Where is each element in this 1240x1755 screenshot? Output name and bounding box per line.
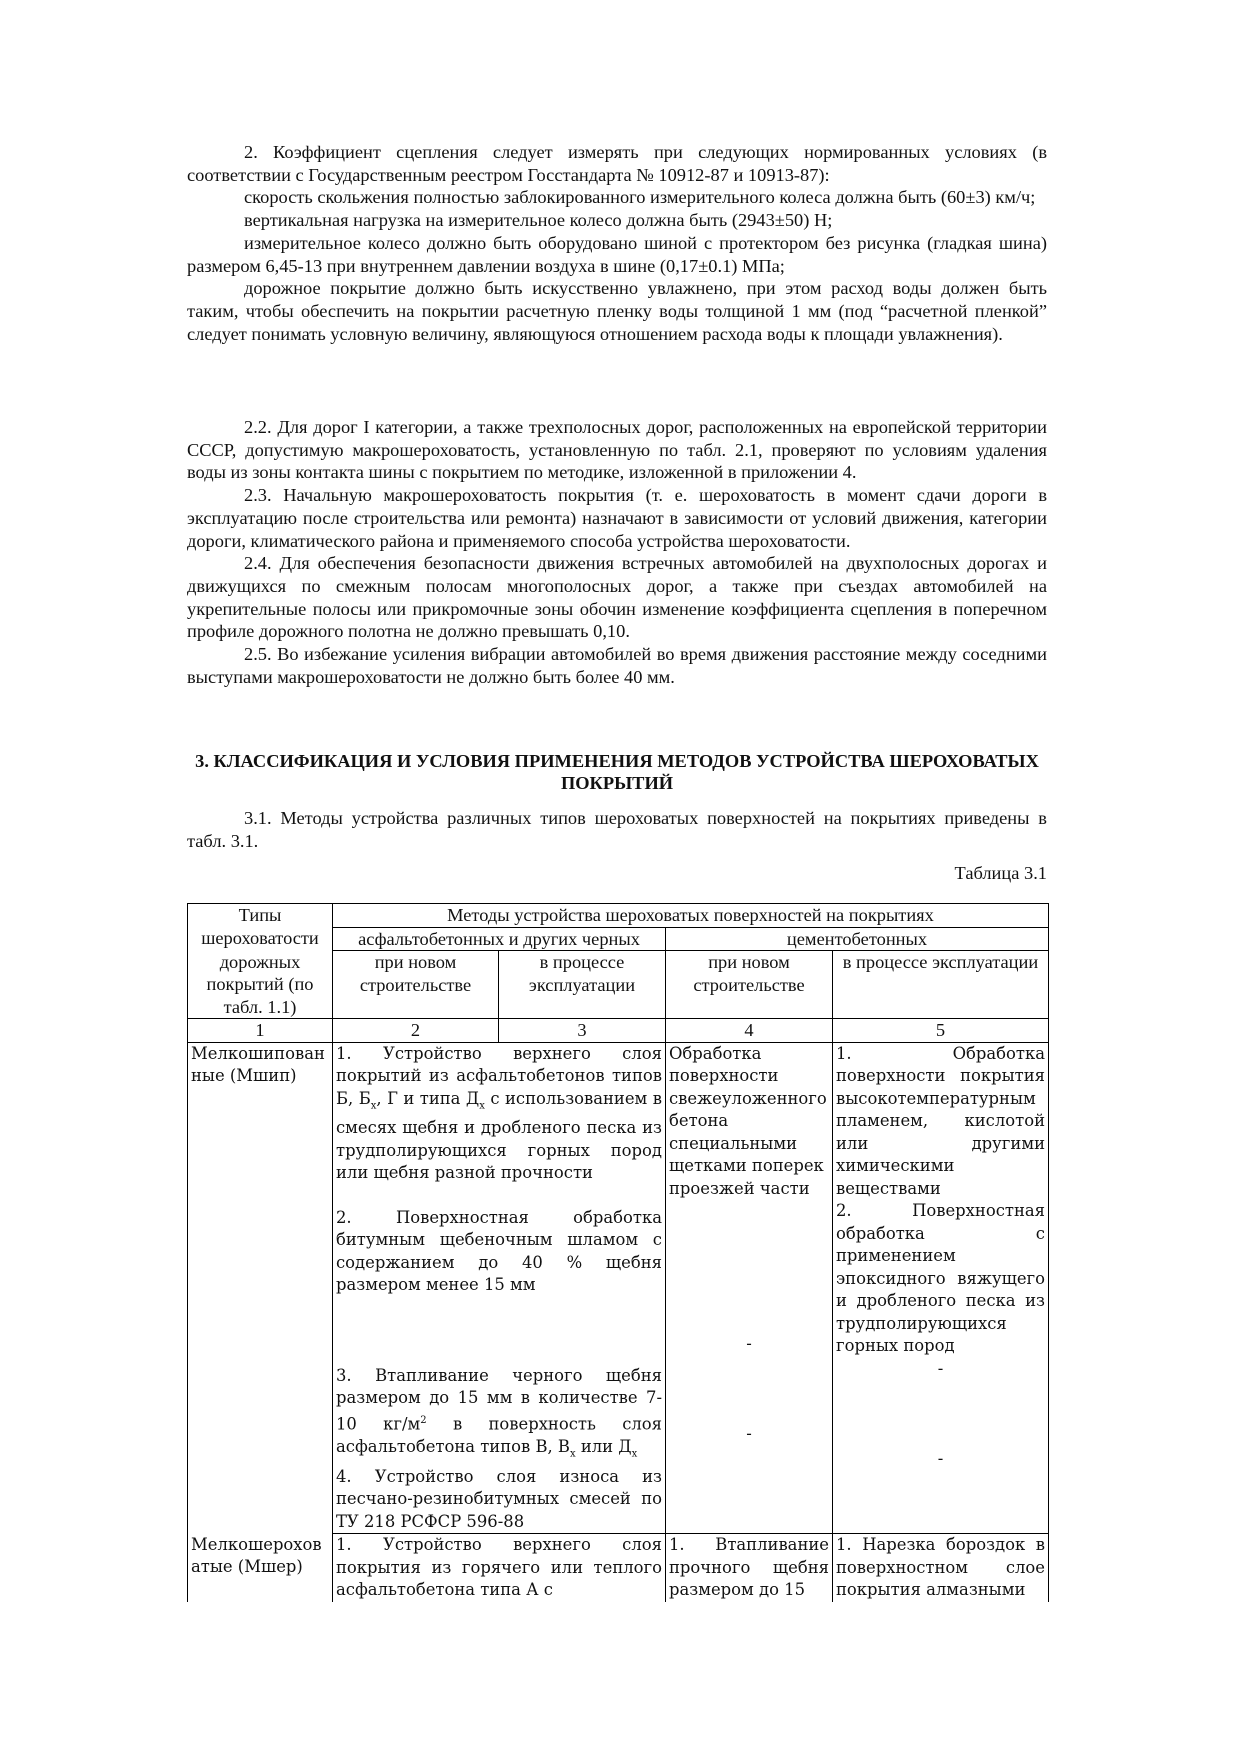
section-heading: 3. КЛАССИФИКАЦИЯ И УСЛОВИЯ ПРИМЕНЕНИЯ МЕТОДОВ УСТРОЙСТВА ШЕРОХОВАТЫХ ПОКРЫТИЙ [195, 751, 1039, 793]
text: 1. Устройство верхнего слоя покрытий из асфальтобетонов типов [336, 1043, 662, 1085]
paragraph-2-4: 2.4. Для обеспечения безопасности движения встречных автомобилей на двухполосных дорогах и движущихся по смежным полосам многополосных дорог, а также при съездах автомобилей на укрепительные полосы или прикромочные зоны обочин изменение коэффициента сцепления в поперечном профиле дорожного полотна не должно превышать 0,10. [187, 553, 1047, 642]
text: в поверхность слоя асфальтобетона типов В, В [336, 1414, 662, 1456]
text: 3. Втапливание черного щебня размером до 15 мм в количестве 7-10 кг/м [336, 1365, 662, 1434]
table-row-msher [188, 1534, 1049, 1602]
paragraph: 2. Коэффициент сцепления следует измерять при следующих нормированных условиях (в соответствии с Государственным реестром Госстандарта № 10912-87 и 10913-87): [187, 142, 1047, 185]
table-header-row-1 [188, 904, 1049, 928]
mship-asphalt-item-2: 2. Поверхностная обработка битумным щебеночным шламом с содержанием до 40 % щебня размером менее 15 мм [336, 1207, 662, 1295]
paragraph-3-1-block [187, 807, 1047, 852]
paragraph-2-5: 2.5. Во избежание усиления вибрации автомобилей во время движения расстояние между соседними выступами макрошероховатости не должно быть более 40 мм. [187, 644, 1047, 687]
paragraph: скорость скольжения полностью заблокированного измерительного колеса должна быть (60±3) км/ч; [244, 187, 1036, 208]
mship-cement-op-item-2: 2. Поверхностная обработка с применением эпоксидного вяжущего и дробленого песка из трудполирующихся горных пород [836, 1201, 1045, 1355]
spacer [336, 1185, 662, 1207]
header-types-l1: Типы [188, 904, 333, 928]
column-numbers-row [188, 1019, 1049, 1043]
text: Б, Б [336, 1088, 371, 1108]
column-number: 4 [666, 1019, 833, 1043]
mship-asphalt-methods [333, 1042, 666, 1534]
paragraph-2-3: 2.3. Начальную макрошероховатость покрытия (т. е. шероховатость в момент сдачи дороги в эксплуатацию после строительства или ремонта) назначают в зависимости от условий движения, категории дороги, климатического района и применяемого способа устройства шероховатости. [187, 485, 1047, 551]
mship-cement-op-item-1: 1. Обработка поверхности покрытия высокотемпературным пламенем, кислотой или другими химическими веществами [836, 1043, 1045, 1198]
subscript: х [631, 1448, 638, 1460]
paragraph: дорожное покрытие должно быть искусственно увлажнено, при этом расход воды должен быть таким, чтобы обеспечить на покрытии расчетную пленку воды толщиной 1 мм (под “расчетной пленкой” следует понимать условную величину, являющуюся отношением расхода воды к площади увлажнения). [187, 278, 1047, 344]
clauses-block [187, 416, 1047, 688]
header-asphalt-operation: в процессе эксплуатации [499, 951, 666, 1019]
table-header-row-2 [188, 927, 1049, 951]
subscript: х [479, 1099, 485, 1111]
mship-cement-new-item-3: - [746, 1423, 752, 1443]
table-caption: Таблица 3.1 [954, 863, 1047, 883]
paragraph-3-1: 3.1. Методы устройства различных типов шероховатых поверхностей на покрытиях приведены в табл. 3.1. [187, 808, 1047, 851]
msher-cement-op-item-1: 1. Нарезка бороздок в поверхностном слое покрытия алмазными [833, 1534, 1049, 1602]
header-cement-operation: в процессе эксплуатации [833, 951, 1049, 1019]
header-types-l2: шероховатости [188, 927, 333, 951]
superscript: 2 [420, 1414, 427, 1426]
measurement-conditions-block [187, 141, 1047, 345]
mship-cement-op-item-3: - [937, 1358, 944, 1378]
column-number: 5 [833, 1019, 1049, 1043]
msher-cement-new-item-1: 1. Втапливание прочного щебня размером до 15 [666, 1534, 833, 1602]
mship-asphalt-item-4: 4. Устройство слоя износа из песчано-резинобитумных смесей по ТУ 218 РСФСР 596-88 [336, 1466, 662, 1531]
mship-cement-new-item-2: - [746, 1333, 752, 1353]
table-header-row-3 [188, 951, 1049, 1019]
row-type-msher: Мелкошероховатые (Мшер) [188, 1534, 333, 1602]
header-asphalt: асфальтобетонных и других черных [333, 927, 666, 951]
header-cement: цементобетонных [666, 927, 1049, 951]
msher-asphalt-item-1: 1. Устройство верхнего слоя покрытия из горячего или теплого асфальтобетона типа А с [333, 1534, 666, 1602]
paragraph-2-2: 2.2. Для дорог I категории, а также трехполосных дорог, расположенных на европейской территории СССР, допустимую макрошероховатость, установленную по табл. 2.1, проверяют по условиям удаления воды из зоны контакта шины с покрытием по методике, изложенной в приложении 4. [187, 417, 1047, 483]
header-types-l3: дорожных покрытий (по табл. 1.1) [188, 951, 333, 1019]
table-row-mship [188, 1042, 1049, 1534]
subscript: х [370, 1099, 377, 1111]
paragraph: вертикальная нагрузка на измерительное колесо должна быть (2943±50) Н; [244, 210, 833, 231]
row-type-mship: Мелкошипованные (Мшип) [188, 1042, 333, 1534]
header-methods: Методы устройства шероховатых поверхностей на покрытиях [333, 904, 1049, 928]
mship-cement-operation [833, 1042, 1049, 1534]
column-number: 2 [333, 1019, 499, 1043]
text: или Д [575, 1436, 632, 1456]
header-asphalt-new: при новом строительстве [333, 951, 499, 1019]
spacer [336, 1297, 662, 1365]
text: , Г и типа Д [376, 1088, 480, 1108]
mship-cement-new [666, 1042, 833, 1534]
mship-asphalt-item-1 [336, 1043, 662, 1185]
mship-cement-op-item-4: - [937, 1448, 944, 1468]
column-number: 1 [188, 1019, 333, 1043]
text: с использованием в смесях щебня и дробленого песка из трудполирующихся горных пород или щебня разной прочности [336, 1088, 662, 1183]
mship-asphalt-item-3 [336, 1365, 662, 1466]
header-cement-new: при новом строительстве [666, 951, 833, 1019]
mship-cement-new-item-1: Обработка поверхности свежеуложенного бетона специальными щетками поперек проезжей части [669, 1043, 827, 1198]
methods-table [187, 903, 1049, 1602]
paragraph: измерительное колесо должно быть оборудовано шиной с протектором без рисунка (гладкая шина) размером 6,45-13 при внутреннем давлении воздуха в шине (0,17±0.1) МПа; [187, 232, 1047, 276]
column-number: 3 [499, 1019, 666, 1043]
subscript: х [569, 1448, 576, 1460]
